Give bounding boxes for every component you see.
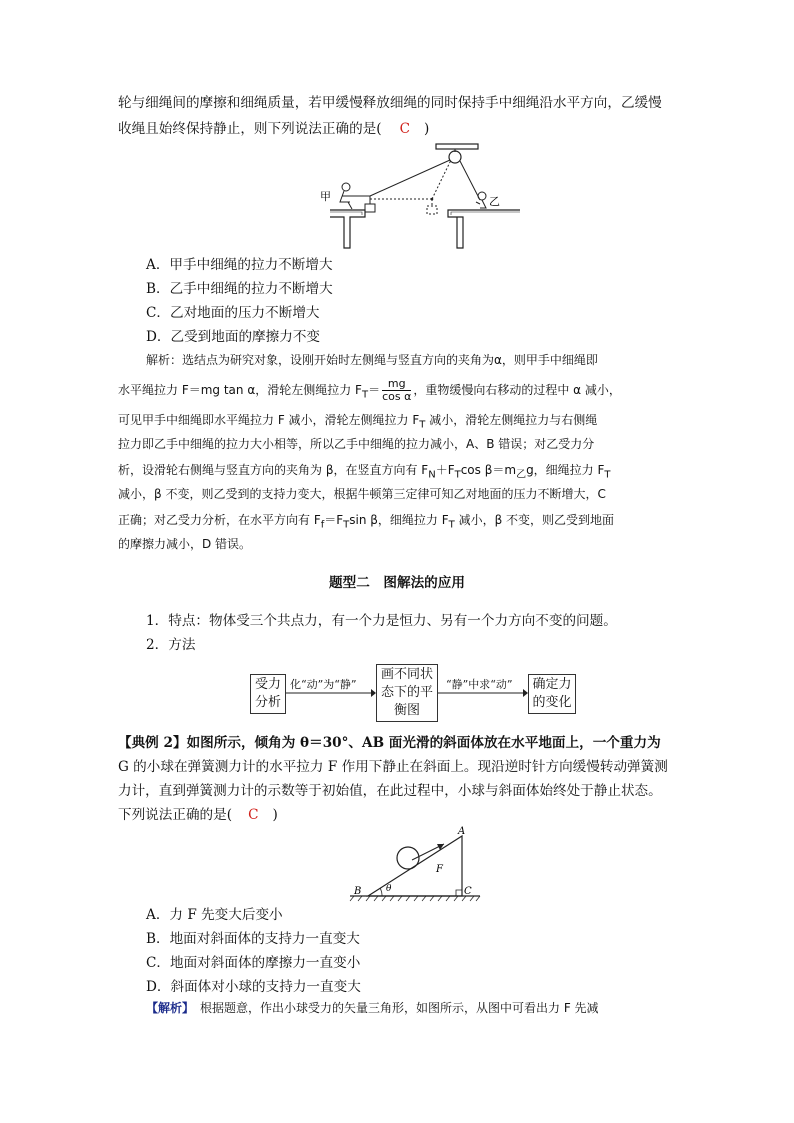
q2-incline-figure [346, 824, 486, 904]
flow-box-text: 画不同状 [380, 667, 433, 682]
q2-stem-line1 [118, 732, 661, 754]
q2-paren-close: ) [272, 807, 278, 823]
fig-label-f: F [436, 864, 443, 875]
fraction-mg-cos [382, 378, 411, 403]
sol-text: 水平绳拉力 F＝mg tan α，滑轮左侧绳拉力 F [118, 383, 362, 397]
fraction-den: cos α [382, 390, 412, 403]
flow-box-determine-change [528, 674, 576, 714]
q2-stem-line3: 力计，直到弹簧测力计的示数等于初始值，在此过程中，小球与斜面体始终处于静止状态。 [118, 783, 662, 799]
flow-box-text: 受力 [254, 677, 281, 692]
q2-solution-text: 根据题意，作出小球受力的矢量三角形，如图所示，从图中可看出力 F 先减 [188, 1001, 599, 1015]
q1-stem-line1: 轮与细绳间的摩擦和细绳质量，若甲缓慢释放细绳的同时保持手中细绳沿水平方向，乙缓慢 [118, 95, 662, 111]
q2-stem-text: 下列说法正确的是( [118, 807, 233, 823]
sol-sub: f [320, 519, 325, 531]
q1-solution-line4: 拉力即乙手中细绳的拉力大小相等，所以乙手中细绳的拉力减小，A、B 错误；对乙受力分 [118, 437, 595, 451]
q2-option-a: A．力 F 先变大后变小 [146, 907, 283, 923]
q2-answer: C [248, 807, 259, 823]
q1-solution-line8: 的摩擦力减小，D 错误。 [118, 537, 252, 551]
fig-label-c: C [464, 886, 472, 897]
fraction-num: mg [382, 378, 411, 391]
sol-text: 减小，滑轮左侧绳拉力与右侧绳 [425, 413, 598, 427]
q2-solution-line1 [146, 996, 712, 1020]
sol-text: ＝F [324, 513, 344, 527]
point-2: 2．方法 [146, 637, 196, 653]
sol-text: 析，设滑轮右侧绳与竖直方向的夹角为 β，在竖直方向有 F [118, 463, 429, 477]
flow-box-text: 衡图 [393, 703, 420, 718]
flow-box-text: 确定力 [532, 677, 572, 692]
q2-option-c: C．地面对斜面体的摩擦力一直变小 [146, 955, 361, 971]
sol-sub: N [428, 469, 436, 481]
flow-box-text: 态下的平 [380, 685, 433, 700]
flow-box-force-analysis [250, 674, 286, 714]
q1-stem-line2 [118, 118, 429, 140]
fig-label-jia: 甲 [320, 190, 331, 203]
flow-arrow1 [286, 688, 376, 698]
q2-stem-text: 【典例 2】如图所示，倾角为 θ＝30°、AB 面光滑的斜面体放在水平地面上，一个重力为 [118, 735, 661, 751]
section-title: 题型二 图解法的应用 [329, 575, 465, 591]
sol-text: sin β，细绳拉力 F [349, 513, 449, 527]
q1-pulley-figure [320, 140, 520, 252]
flow-box-draw-diagram [376, 664, 438, 722]
q1-option-d: D．乙受到地面的摩擦力不变 [146, 329, 321, 345]
flow-arrow2-label: “静”中求“动” [446, 678, 513, 691]
q1-answer: C [399, 121, 410, 137]
q2-option-b: B．地面对斜面体的支持力一直变大 [146, 931, 360, 947]
flow-arrow2 [438, 688, 528, 698]
sol-text: ＝ [368, 383, 381, 397]
sol-sub: T [419, 419, 426, 431]
sol-text: ＋F [435, 463, 455, 477]
q1-solution-line2 [118, 378, 684, 407]
sol-text: cos β＝m [460, 463, 517, 477]
fig-label-yi: 乙 [489, 195, 500, 208]
q2-stem-line2: G 的小球在弹簧测力计的水平拉力 F 作用下静止在斜面上。现沿逆时针方向缓慢转动弹簧测 [118, 759, 668, 775]
sol-text: 减小，β 不变，则乙受到地面 [454, 513, 615, 527]
flow-arrow1-label: 化“动”为“静” [290, 678, 357, 691]
q1-option-c: C．乙对地面的压力不断增大 [146, 305, 320, 321]
point-1: 1．特点：物体受三个共点力，有一个力是恒力、另有一个力方向不变的问题。 [146, 613, 617, 629]
sol-sub: T [361, 389, 369, 401]
sol-sub: T [604, 469, 611, 481]
flow-box-text: 分析 [254, 695, 281, 710]
q2-stem-line4 [118, 804, 278, 826]
q2-option-d: D．斜面体对小球的支持力一直变大 [146, 979, 361, 995]
fig-label-a: A [458, 826, 466, 837]
q1-option-b: B．乙手中细绳的拉力不断增大 [146, 281, 333, 297]
flow-box-text: 的变化 [532, 695, 572, 710]
fig-label-b: B [354, 886, 362, 897]
sol-sub: T [343, 519, 350, 531]
q2-solution-tag: 【解析】 [146, 1001, 189, 1015]
q1-option-a: A．甲手中细绳的拉力不断增大 [146, 257, 333, 273]
sol-sub: T [454, 469, 461, 481]
sol-text: 正确；对乙受力分析，在水平方向有 F [118, 513, 321, 527]
q1-solution-line1: 解析：选结点为研究对象，设刚开始时左侧绳与竖直方向的夹角为α，则甲手中细绳即 [146, 353, 598, 367]
q1-paren-close: ) [424, 121, 430, 137]
q1-stem-text: 收绳且始终保持静止，则下列说法正确的是( [118, 121, 382, 137]
sol-sub: T [448, 519, 455, 531]
fig-label-theta: θ [386, 884, 392, 894]
sol-text: ，重物缓慢向右移动的过程中 α 减小， [413, 383, 621, 397]
sol-sub: 乙 [516, 469, 527, 481]
sol-text: 可见甲手中细绳即水平绳拉力 F 减小，滑轮左侧绳拉力 F [118, 413, 420, 427]
sol-text: g，细绳拉力 F [526, 463, 605, 477]
q1-solution-line6: 减小，β 不变，则乙受到的支持力变大，根据牛顿第三定律可知乙对地面的压力不断增大，C [118, 487, 606, 501]
